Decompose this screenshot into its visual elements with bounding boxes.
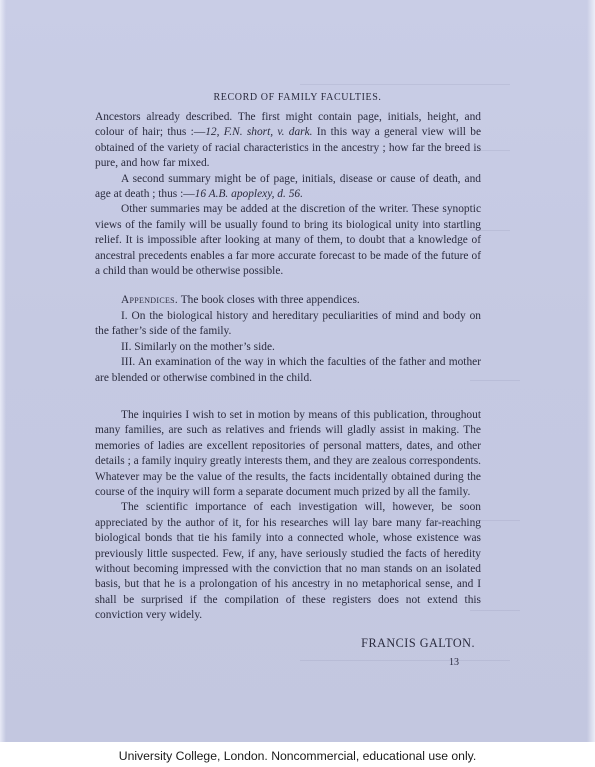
appendix-item: III. An examination of the way in which the faculties of the father and mother are blended or otherwise combined in the child. [95, 356, 481, 384]
appendix-item: I. On the biological history and hereditary peculiarities of mind and body on the father’s side of the family. [95, 309, 481, 338]
page-number: 13 [449, 657, 459, 668]
paragraph-ancestors-summary: Ancestors already described. The first might contain page, initials, height, and colour of hair; thus :—12, F.N. short, v. dark. In this way a general view will be obtained of the variety of racial characteristics in the ancestry ; how far the breed is pure, and how far mixed. [95, 111, 482, 170]
paragraph-inquiries: The inquiries I wish to set in motion by means of this publication, throughout many families, are such as relatives and friends will gladly assist in making. The memories of ladies are excellent repositories of personal matters, dates, and other details ; a family inquiry greatly interests them, and they are zealous correspondents. Whatever may be the value of the results, the facts incidentally obtained during the course of the inquiry will form a separate document much prized by all the family. [95, 408, 481, 498]
paragraph-scientific-importance: The scientific importance of each investigation will, however, be soon appreciated by the author of it, for his researches will lay bare many far-reaching biological bonds that tie his family into a connected whole, whose existence was previously little suspected. Few, if any, have seriously studied the facts of heredity without becoming impressed with the conviction that no man stands on an isolated basis, but that he is a prolongation of his ancestry in no metaphorical sense, and I shall be surprised if the compilation of these registers does not extend this conviction very widely. [95, 501, 481, 622]
example-entry: 16 A.B. apoplexy, d. 56. [194, 188, 303, 201]
paragraph-appendices: Appendices. The book closes with three appendices. [121, 294, 360, 307]
paragraph-other-summaries: Other summaries may be added at the discretion of the writer. These synoptic views of the family will be usually found to bring its biological unity into startling relief. It is impossible after looking at many of them, to doubt that a knowledge of ancestral precedents enables a far more accurate forecast to be made of the future of a child than would be otherwise possible. [95, 203, 481, 278]
appendices-label: Appendices. [121, 294, 179, 307]
author-signature: FRANCIS GALTON. [361, 635, 475, 650]
example-entry: 12, F.N. short, v. dark. [205, 126, 313, 139]
paragraph-second-summary: A second summary might be of page, initials, disease or cause of death, and age at death ; thus :—16 A.B. apoplexy, d. 56. [95, 172, 481, 201]
running-head: RECORD OF FAMILY FACULTIES. [213, 92, 382, 103]
body-text [95, 110, 481, 670]
appendix-item: II. Similarly on the mother’s side. [121, 340, 275, 353]
copyright-caption: University College, London. Noncommercial, educational use only. [118, 749, 477, 763]
